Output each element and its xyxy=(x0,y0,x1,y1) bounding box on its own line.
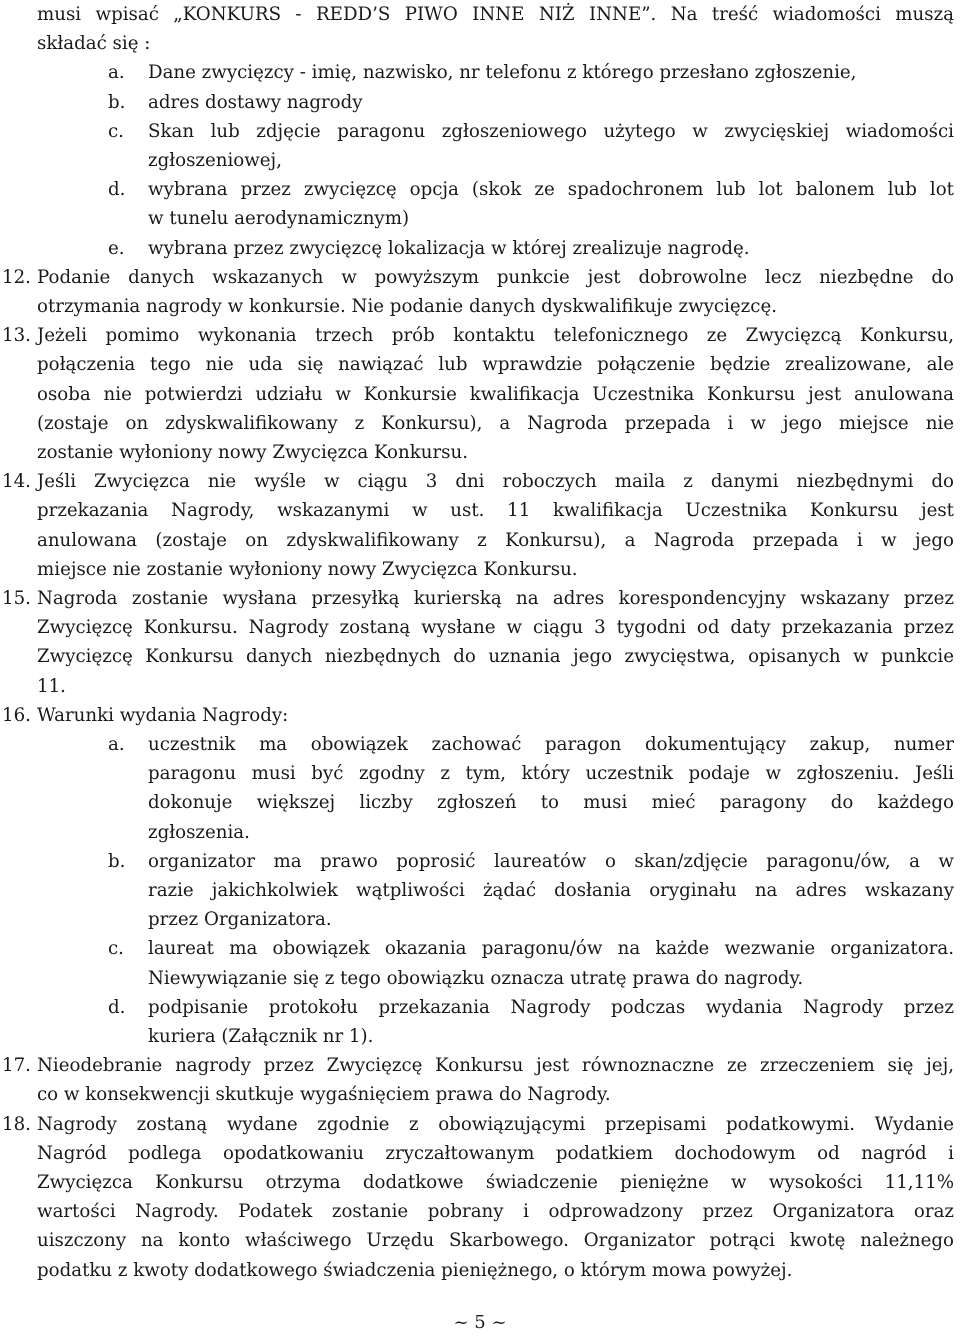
point-number: 12. xyxy=(2,266,31,288)
point-number: 16. xyxy=(2,704,31,726)
list-item-line: adres dostawy nagrody xyxy=(148,91,363,113)
sub-item-line: laureat ma obowiązek okazania paragonu/ów na każde wezwanie organizatora. xyxy=(148,938,954,960)
point-line: Nagroda zostanie wysłana przesyłką kurierską na adres korespondencyjny wskazany przez xyxy=(37,588,954,609)
point-line: uiszczony na konto właściwego Urzędu Skarbowego. Organizator potrąci kwotę należnego xyxy=(37,1230,954,1252)
point-line: Warunki wydania Nagrody: xyxy=(37,704,289,726)
sub-item-line: kuriera (Załącznik nr 1). xyxy=(148,1026,374,1047)
point-line: anulowana (zostaje on zdyskwalifikowany z Konkursu), a Nagroda przepada i w jego xyxy=(37,529,954,551)
list-item-line: wybrana przez zwycięzcę lokalizacja w której zrealizuje nagrodę. xyxy=(148,237,750,259)
sub-item-line: zgłoszenia. xyxy=(148,821,250,843)
list-item-line: wybrana przez zwycięzcę opcja (skok ze spadochronem lub lot balonem lub lot xyxy=(148,179,954,201)
sub-item-line: razie jakichkolwiek wątpliwości żądać dosłania oryginału na adres wskazany xyxy=(148,880,954,901)
sub-item-line: uczestnik ma obowiązek zachować paragon dokumentujący zakup, numer xyxy=(148,734,954,755)
point-line: co w konsekwencji skutkuje wygaśnięciem prawa do Nagrody. xyxy=(37,1084,611,1106)
point-line: miejsce nie zostanie wyłoniony nowy Zwycięzca Konkursu. xyxy=(37,558,578,580)
point-line: zostanie wyłoniony nowy Zwycięzca Konkursu. xyxy=(37,442,468,463)
point-line: wartości Nagrody. Podatek zostanie pobrany i odprowadzony przez Organizatora oraz xyxy=(37,1201,954,1223)
list-marker: b. xyxy=(108,91,126,113)
point-number: 15. xyxy=(2,588,31,609)
point-line: przekazania Nagrody, wskazanymi w ust. 11 kwalifikacja Uczestnika Konkursu jest xyxy=(37,500,954,522)
sub-item-line: Niewywiązanie się z tego obowiązku oznacza utratę prawa do nagrody. xyxy=(148,967,804,989)
sub-item-line: organizator ma prawo poprosić laureatów o skan/zdjęcie paragonu/ów, a w xyxy=(148,850,954,872)
page-number: ~ 5 ~ xyxy=(453,1312,507,1333)
point-line: połączenia tego nie uda się nawiązać lub wprawdzie połączenie będzie zrealizowane, ale xyxy=(37,354,954,376)
point-number: 17. xyxy=(2,1055,31,1077)
point-line: 11. xyxy=(37,675,66,697)
list-item-line: zgłoszeniowej, xyxy=(148,150,282,171)
list-item-line: Skan lub zdjęcie paragonu zgłoszeniowego użytego w zwycięskiej wiadomości xyxy=(148,120,954,142)
point-line: Jeśli Zwycięzca nie wyśle w ciągu 3 dni roboczych maila z danymi niezbędnymi do xyxy=(37,471,954,493)
list-marker: e. xyxy=(108,237,125,259)
sub-item-line: dokonuje większej liczby zgłoszeń to musi mieć paragony do każdego xyxy=(148,792,954,814)
point-line: podatku z kwoty dodatkowego świadczenia pieniężnego, o którym mowa powyżej. xyxy=(37,1259,793,1281)
list-marker: c. xyxy=(108,120,124,142)
point-number: 14. xyxy=(2,471,31,493)
point-number: 18. xyxy=(2,1113,31,1135)
point-line: Nagród podlega opodatkowaniu zryczałtowanym podatkiem dochodowym od nagród i xyxy=(37,1142,954,1164)
point-line: Nieodebranie nagrody przez Zwycięzcę Konkursu jest równoznaczne ze zrzeczeniem się jej, xyxy=(37,1055,954,1077)
point-line: osoba nie potwierdzi udziału w Konkursie kwalifikacja Uczestnika Konkursu jest anulowana xyxy=(37,383,954,405)
sub-item-line: podpisanie protokołu przekazania Nagrody podczas wydania Nagrody przez xyxy=(148,996,954,1018)
point-line: Zwycięzca Konkursu otrzyma dodatkowe świadczenie pieniężne w wysokości 11,11% xyxy=(37,1172,954,1193)
sub-item-marker: a. xyxy=(108,734,125,755)
intro-line-1: musi wpisać „KONKURS - REDD’S PIWO INNE NIŻ INNE”. Na treść wiadomości muszą xyxy=(37,4,954,25)
sub-item-marker: c. xyxy=(108,938,124,960)
point-line: Jeżeli pomimo wykonania trzech prób kontaktu telefonicznego ze Zwycięzcą Konkursu, xyxy=(37,325,954,347)
point-line: Zwycięzcę Konkursu. Nagrody zostaną wysłane w ciągu 3 tygodni od daty przekazania przez xyxy=(37,617,954,639)
sub-item-marker: b. xyxy=(108,850,126,872)
point-line: Nagrody zostaną wydane zgodnie z obowiązującymi przepisami podatkowymi. Wydanie xyxy=(37,1113,954,1135)
sub-item-line: przez Organizatora. xyxy=(148,909,332,931)
point-number: 13. xyxy=(2,325,31,347)
list-item-line: w tunelu aerodynamicznym) xyxy=(148,208,410,230)
point-line: (zostaje on zdyskwalifikowany z Konkursu), a Nagroda przepada i w jego miejsce nie xyxy=(37,412,954,434)
point-line: otrzymania nagrody w konkursie. Nie podanie danych dyskwalifikuje zwycięzcę. xyxy=(37,296,777,317)
point-line: Podanie danych wskazanych w powyższym punkcie jest dobrowolne lecz niezbędne do xyxy=(37,266,954,288)
list-item-line: Dane zwycięzcy - imię, nazwisko, nr telefonu z którego przesłano zgłoszenie, xyxy=(148,62,857,84)
sub-item-marker: d. xyxy=(108,996,126,1018)
sub-item-line: paragonu musi być zgodny z tym, który uczestnik podaje w zgłoszeniu. Jeśli xyxy=(148,763,954,785)
intro-line-2: składać się : xyxy=(37,33,151,54)
list-marker: a. xyxy=(108,62,125,84)
point-line: Zwycięzcę Konkursu danych niezbędnych do uznania jego zwycięstwa, opisanych w punkcie xyxy=(37,646,954,668)
list-marker: d. xyxy=(108,179,126,201)
